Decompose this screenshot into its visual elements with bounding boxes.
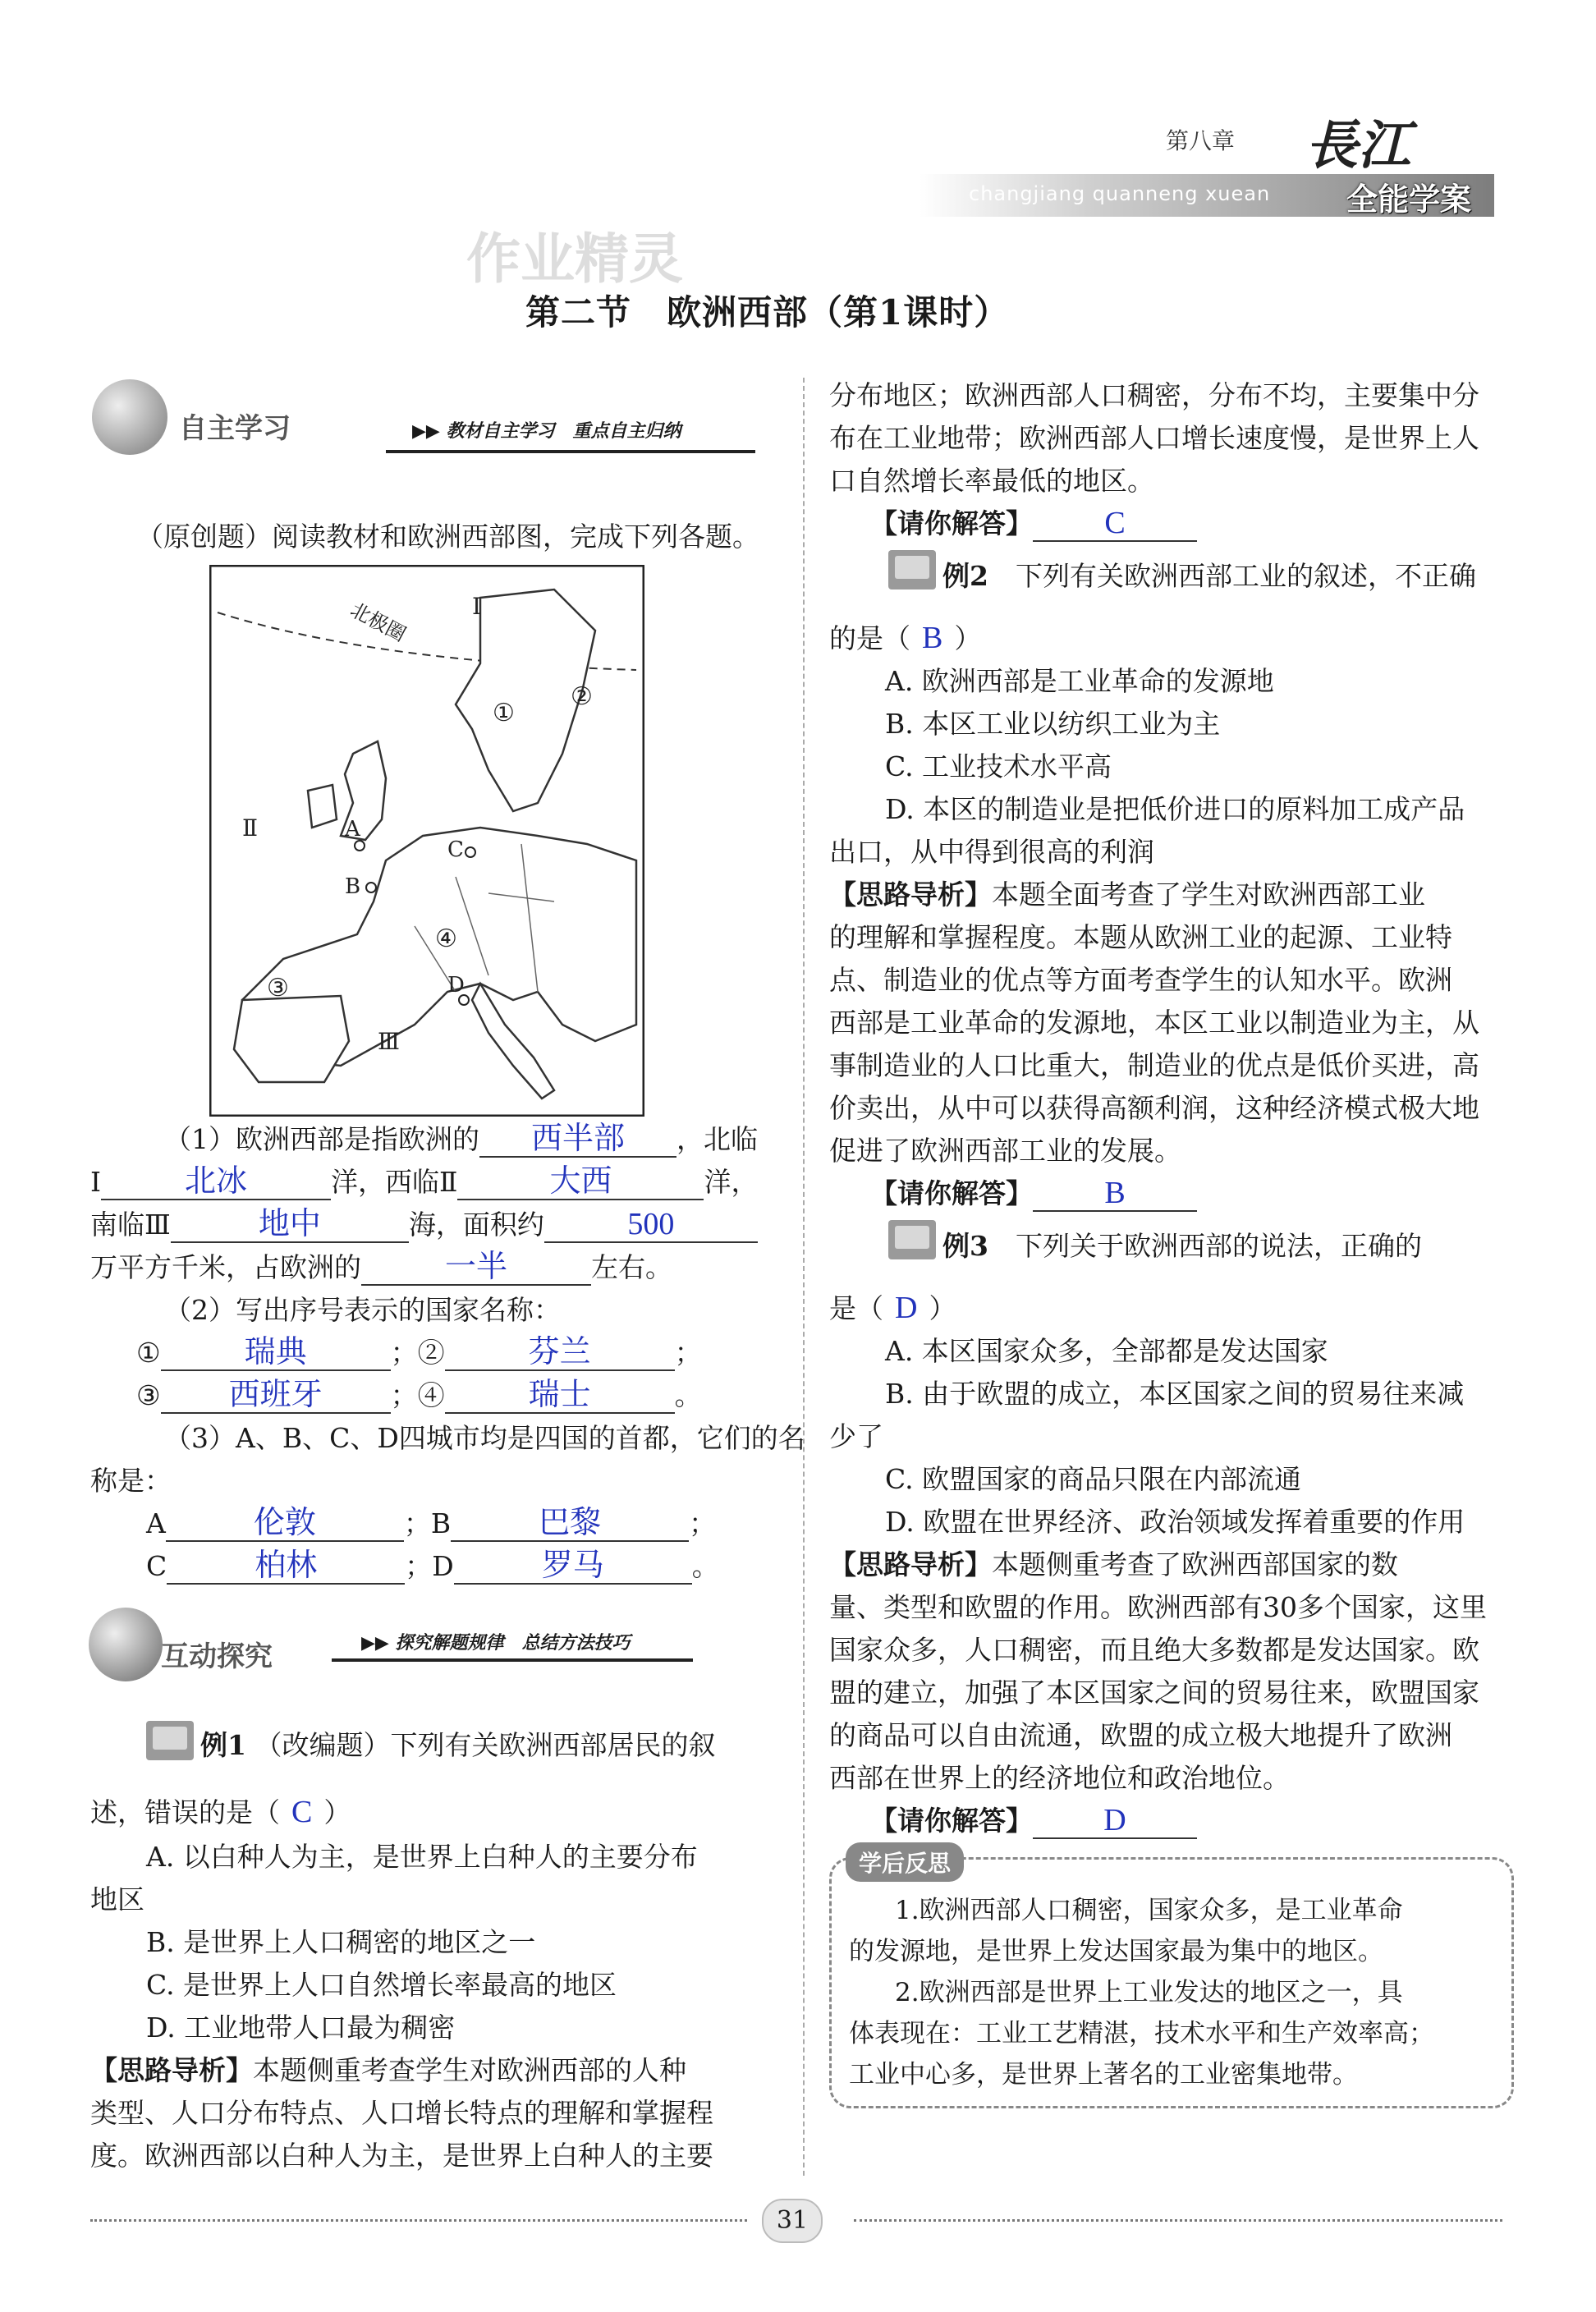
q3-line2: [146, 1545, 719, 1587]
ex2-analysis-l1: 本题全面考查了学生对欧洲西部工业: [992, 878, 1425, 911]
ex2-opt-d-line1: D. 本区的制造业是把低价进口的原料加工成产品: [885, 793, 1465, 825]
ex1-analysis-line4: 分布地区；欧洲西部人口稠密，分布不均，主要集中分: [829, 379, 1479, 411]
brand-logo-bottom: 全能学案: [1346, 181, 1472, 218]
ex1-analysis-tag: 【思路导析】: [90, 2054, 253, 2086]
footer-rule-right: [854, 2219, 1502, 2222]
ex1-analysis-l1: 本题侧重考查学生对欧洲西部的人种: [253, 2054, 686, 2086]
ex3-label: 例3: [942, 1230, 988, 1262]
q2-stem: （2）写出序号表示的国家名称：: [164, 1294, 561, 1326]
ex1-opt-b: B. 是世界上人口稠密的地区之一: [146, 1926, 536, 1958]
q3-answer-d-text: 罗马: [541, 1548, 604, 1583]
ex1-opt-d: D. 工业地带人口最为稠密: [146, 2012, 456, 2044]
q3-answer-a-text: 伦敦: [253, 1506, 316, 1540]
footer-rule-left: [90, 2219, 747, 2222]
map-country-1: ①: [493, 699, 515, 727]
q3-eb: ；: [689, 1507, 717, 1539]
q3-lb: ；B: [403, 1507, 452, 1539]
q3-stem-line1: （3）A、B、C、D四城市均是四国的首都，它们的名: [164, 1422, 805, 1454]
ex2-stem2: 的是（: [829, 622, 910, 654]
iberia-outline: [234, 996, 349, 1082]
q1-l2-answer2: [457, 1165, 704, 1200]
q2-n4: ；④: [390, 1379, 445, 1411]
section-rule: [386, 450, 755, 453]
q3-answer-b: [451, 1507, 689, 1542]
q1-l3-text-a: 南临Ⅲ: [90, 1209, 171, 1241]
ex3-answer-text: D: [1103, 1803, 1126, 1837]
chapter-label: 第八章: [1166, 127, 1236, 154]
ex3-stem-line1: [942, 1225, 1422, 1267]
ex1-answer-paren: C: [291, 1795, 313, 1829]
example-icon: [888, 550, 936, 589]
q2-answer2-text: 芬兰: [528, 1335, 591, 1369]
q1-line1: [164, 1118, 758, 1160]
ex1-answer-blank: [1033, 507, 1197, 542]
section-explore-title: 互动探究: [161, 1640, 273, 1673]
map-sea-3: Ⅲ: [378, 1028, 401, 1055]
ex1-opt-c: C. 是世界上人口自然增长率最高的地区: [146, 1969, 617, 2001]
q1-line3: [90, 1204, 758, 1245]
section-self-study-subtitle-text: 教材自主学习 重点自主归纳: [446, 420, 681, 442]
ex1-opt-a-line1: A. 以白种人为主，是世界上白种人的主要分布: [146, 1841, 698, 1873]
ex3-analysis-line1: [829, 1544, 1398, 1585]
section-rule: [332, 1658, 693, 1662]
reflection-line3: 2.欧洲西部是世界上工业发达的地区之一，具: [895, 1978, 1403, 2007]
ex2-answer-text: B: [1104, 1176, 1126, 1210]
q2-answer2: [445, 1336, 675, 1371]
q2-e4: 。: [674, 1379, 702, 1411]
intro-text: （原创题）阅读教材和欧洲西部图，完成下列各题。: [136, 521, 759, 553]
q1-l4-text-a: 万平方千米，占欧洲的: [90, 1251, 361, 1283]
map-city-b: B: [345, 874, 361, 899]
ex3-analysis-line2: 量、类型和欧盟的作用。欧洲西部有30多个国家，这里: [829, 1591, 1487, 1623]
q2-line1: [136, 1332, 702, 1374]
ex3-opt-a: A. 本区国家众多，全部都是发达国家: [885, 1335, 1328, 1367]
map-country-3: ③: [267, 974, 289, 1002]
ex1-analysis-line5: 布在工业地带；欧洲西部人口增长速度慢，是世界上人: [829, 422, 1479, 454]
ex2-answer-tag: 【请你解答】: [870, 1177, 1033, 1209]
example-icon: [146, 1721, 194, 1760]
ex3-analysis-line3: 国家众多，人口稠密，而且绝大多数都是发达国家。欧: [829, 1634, 1479, 1666]
q3-answer-b-text: 巴黎: [539, 1506, 602, 1540]
q3-answer-c: [167, 1549, 405, 1585]
ex1-label: 例1: [200, 1729, 246, 1761]
ex3-answer-blank: [1033, 1804, 1197, 1839]
ex3-analysis-line5: 的商品可以自由流通，欧盟的成立极大地提升了欧洲: [829, 1719, 1452, 1751]
q2-answer3: [161, 1378, 391, 1414]
ex2-analysis-line2: 的理解和掌握程度。本题从欧洲工业的起源、工业特: [829, 921, 1452, 953]
section-self-study-title: 自主学习: [179, 412, 291, 445]
ex3-stem2: 是（: [829, 1292, 883, 1324]
q2-answer1: [161, 1336, 391, 1371]
q1-l1-text-a: （1）欧洲西部是指欧洲的: [164, 1123, 479, 1155]
reflection-label: 学后反思: [846, 1842, 964, 1882]
example-icon: [888, 1220, 936, 1259]
q1-l3-answer2-text: 500: [627, 1207, 675, 1241]
ex1-analysis-line3: 度。欧洲西部以白种人为主，是世界上白种人的主要: [90, 2140, 713, 2172]
q3-ed: 。: [691, 1550, 719, 1582]
ex2-analysis-tag: 【思路导析】: [829, 878, 992, 911]
q1-l3-text-b: 海，面积约: [408, 1209, 544, 1241]
q1-l2-answer1: [101, 1165, 331, 1200]
q1-l4-text-b: 左右。: [591, 1251, 672, 1283]
map-country-2: ②: [571, 682, 593, 711]
reflection-line2: 的发源地，是世界上发达国家最为集中的地区。: [849, 1937, 1383, 1966]
q1-l1-answer-text: 西半部: [530, 1122, 625, 1156]
ex2-analysis-line4: 西部是工业革命的发源地，本区工业以制造业为主，从: [829, 1007, 1479, 1039]
section-explore-subtitle-text: 探究解题规律 总结方法技巧: [395, 1632, 631, 1654]
ex3-analysis-line4: 盟的建立，加强了本区国家之间的贸易往来，欧盟国家: [829, 1677, 1479, 1709]
q2-answer1-text: 瑞典: [244, 1335, 307, 1369]
brand-pinyin: changjiang quanneng xuean: [969, 182, 1271, 205]
ex3-analysis-l1: 本题侧重考查了欧洲西部国家的数: [992, 1548, 1398, 1580]
q1-l4-answer: [361, 1250, 591, 1286]
q1-l2-text-a: Ⅰ: [90, 1166, 102, 1198]
globe-icon: [92, 379, 167, 455]
ex2-stem-line1: [942, 555, 1476, 597]
q1-l2-text-b: 洋，西临Ⅱ: [331, 1166, 458, 1198]
ex2-stem1: 下列有关欧洲西部工业的叙述，不正确: [1015, 560, 1476, 592]
q3-answer-a: [166, 1507, 404, 1542]
ex3-stem-line2: [829, 1287, 956, 1329]
map-city-a: A: [345, 817, 360, 842]
q2-line2: [136, 1374, 702, 1416]
ex1-answer-tag: 【请你解答】: [870, 507, 1033, 539]
q1-l2-answer2-text: 大西: [549, 1164, 612, 1199]
ex1-opt-a-line2: 地区: [90, 1883, 144, 1915]
ex1-stem1: （改编题）下列有关欧洲西部居民的叙: [255, 1729, 716, 1761]
map-sea-1: Ⅰ: [472, 593, 482, 620]
q1-l3-answer2: [544, 1208, 758, 1243]
ex3-opt-d: D. 欧盟在世界经济、政治领域发挥着重要的作用: [885, 1506, 1465, 1538]
reflection-line5: 工业中心多，是世界上著名的工业密集地带。: [849, 2060, 1358, 2090]
ex2-label: 例2: [942, 560, 988, 592]
ex2-opt-d-line2: 出口，从中得到很高的利润: [829, 836, 1154, 868]
ex2-stem-line2: [829, 617, 981, 659]
q3-ld: ；D: [405, 1550, 454, 1582]
ex2-opt-b: B. 本区工业以纺织工业为主: [885, 708, 1221, 740]
ex2-analysis-line3: 点、制造业的优点等方面考查学生的认知水平。欧洲: [829, 964, 1452, 996]
ex3-opt-b-line2: 少了: [829, 1420, 883, 1452]
page-number: 31: [762, 2199, 823, 2243]
q2-answer3-text: 西班牙: [228, 1378, 323, 1412]
ex3-stem2-end: ）: [929, 1292, 956, 1324]
map-sea-2: Ⅱ: [242, 814, 259, 842]
ex2-answer-blank: [1033, 1177, 1197, 1212]
ex2-opt-c: C. 工业技术水平高: [885, 750, 1112, 782]
ex3-analysis-tag: 【思路导析】: [829, 1548, 992, 1580]
ex3-answer-paren: D: [895, 1291, 918, 1325]
section-explore-subtitle: ▶▶ 探究解题规律 总结方法技巧: [361, 1632, 631, 1654]
q2-answer4-text: 瑞士: [528, 1378, 591, 1412]
ex1-stem2-end: ）: [323, 1796, 351, 1828]
ex2-answer-paren: B: [922, 621, 943, 655]
ex1-stem-line1: [200, 1724, 715, 1766]
ex2-analysis-line1: [829, 874, 1425, 915]
q3-answer-d: [454, 1549, 692, 1585]
ex2-opt-a: A. 欧洲西部是工业革命的发源地: [885, 665, 1274, 697]
map-city-d: D: [447, 973, 465, 998]
ex1-answer-text: C: [1104, 506, 1126, 540]
ex2-analysis-line5: 事制造业的人口比重大，制造业的优点是低价买进，高: [829, 1049, 1479, 1081]
q2-e2: ；: [674, 1337, 702, 1369]
ex3-answer-tag: 【请你解答】: [870, 1805, 1033, 1837]
ex1-stem2: 述，错误的是（: [90, 1796, 280, 1828]
page-title: 第二节 欧洲西部（第1课时）: [525, 292, 1010, 333]
reflection-line4: 体表现在：工业工艺精湛，技术水平和生产效率高；: [849, 2019, 1434, 2048]
ex3-answer-line: [870, 1800, 1197, 1842]
q2-n2: ；②: [390, 1337, 445, 1369]
map-label-arctic: 北极圈: [346, 598, 410, 647]
q3-la: A: [146, 1507, 166, 1539]
column-divider: [803, 378, 805, 2176]
ex1-analysis-line6: 口自然增长率最低的地区。: [829, 465, 1154, 497]
ex1-stem-line2: [90, 1791, 351, 1833]
q2-answer4: [445, 1378, 675, 1414]
ex3-opt-c: C. 欧盟国家的商品只限在内部流通: [885, 1463, 1302, 1495]
q1-l3-answer1-text: 地中: [258, 1207, 321, 1241]
q1-l2-answer1-text: 北冰: [185, 1164, 248, 1199]
ex1-analysis-line1: [90, 2049, 686, 2091]
q1-l3-answer1: [171, 1208, 409, 1243]
ireland-outline: [308, 785, 337, 828]
reflection-line1: 1.欧洲西部人口稠密，国家众多，是工业革命: [895, 1896, 1403, 1925]
ex1-analysis-line2: 类型、人口分布特点、人口增长特点的理解和掌握程: [90, 2097, 713, 2129]
q1-line2: [90, 1161, 758, 1203]
ex3-opt-b-line1: B. 由于欧盟的成立，本区国家之间的贸易往来减: [885, 1378, 1465, 1410]
q1-l1-answer: [479, 1122, 676, 1158]
q1-line4: [90, 1246, 672, 1288]
q1-l2-text-c: 洋，: [704, 1166, 759, 1198]
ex2-stem2-end: ）: [954, 622, 982, 654]
ex3-analysis-line6: 西部在世界上的经济地位和政治地位。: [829, 1762, 1290, 1794]
ex2-analysis-line6: 价卖出，从中可以获得高额利润，这种经济模式极大地: [829, 1092, 1479, 1124]
q3-lc: C: [146, 1550, 167, 1582]
q1-l4-answer-text: 一半: [444, 1250, 507, 1284]
q2-n1: ①: [136, 1337, 161, 1369]
europe-map: [209, 565, 644, 1117]
q3-answer-c-text: 柏林: [255, 1548, 318, 1583]
ex2-analysis-line7: 促进了欧洲西部工业的发展。: [829, 1135, 1181, 1167]
brand-logo-top: 長江: [1305, 115, 1410, 177]
watermark: 作业精灵: [466, 227, 683, 291]
q2-n3: ③: [136, 1379, 161, 1411]
map-country-4: ④: [435, 924, 457, 953]
q1-l1-text-b: ，北临: [676, 1123, 758, 1155]
planet-icon: [89, 1608, 163, 1681]
map-city-c: C: [447, 837, 464, 862]
ex2-answer-line: [870, 1172, 1197, 1214]
q3-stem-line2: 称是：: [90, 1465, 172, 1497]
section-self-study-subtitle: ▶▶ 教材自主学习 重点自主归纳: [412, 420, 681, 442]
ex1-answer-line: [870, 502, 1197, 544]
q3-line1: [146, 1502, 716, 1544]
ex3-stem1: 下列关于欧洲西部的说法，正确的: [1015, 1230, 1422, 1262]
